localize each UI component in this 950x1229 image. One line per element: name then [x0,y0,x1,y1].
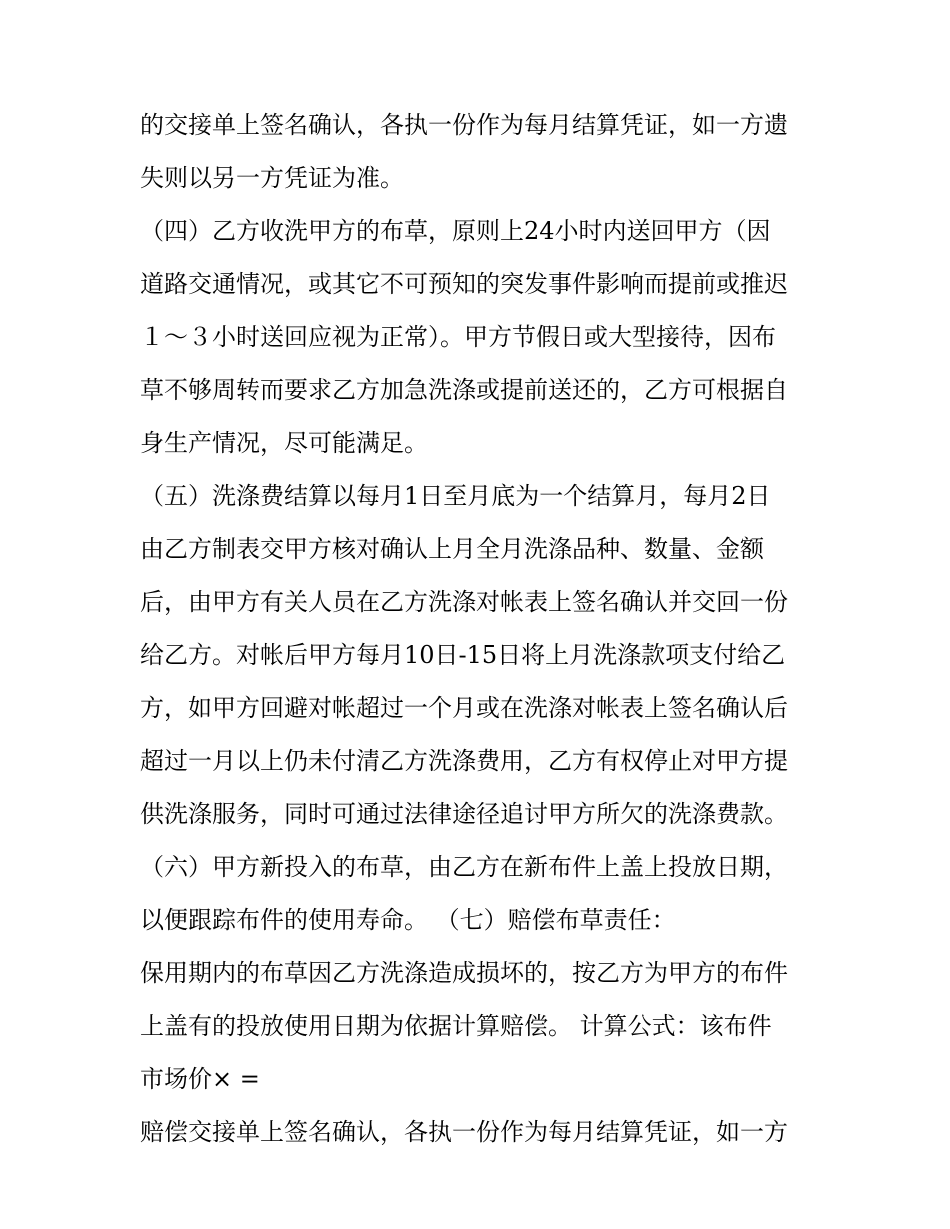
text-line: １～３小时送回应视为正常）。甲方节假日或大型接待，因布 [140,323,776,351]
text-line: 给乙方。对帐后甲方每月10日-15日将上月洗涤款项支付给乙 [140,641,786,669]
text-line: （六）甲方新投入的布草，由乙方在新布件上盖上投放日期， [140,853,788,881]
text-line: 赔偿交接单上签名确认，各执一份作为每月结算凭证，如一方 [140,1118,788,1146]
text-line: 方，如甲方回避对帐超过一个月或在洗涤对帐表上签名确认后 [140,694,788,722]
text-line: 失则以另一方凭证为准。 [140,164,404,192]
text-line: 身生产情况，尽可能满足。 [140,429,428,457]
text-line: 由乙方制表交甲方核对确认上月全月洗涤品种、数量、金额 [140,535,764,563]
text-line: 超过一月以上仍未付清乙方洗涤费用，乙方有权停止对甲方提 [140,747,788,775]
text-line: （四）乙方收洗甲方的布草，原则上24小时内送回甲方（因 [140,217,771,245]
text-line: 的交接单上签名确认，各执一份作为每月结算凭证，如一方遗 [140,111,788,139]
text-line: 后，由甲方有关人员在乙方洗涤对帐表上签名确认并交回一份 [140,588,788,616]
text-line: 草不够周转而要求乙方加急洗涤或提前送还的，乙方可根据自 [140,376,788,404]
text-line: 市场价× = [140,1065,260,1093]
text-line: 上盖有的投放使用日期为依据计算赔偿。 计算公式：该布件 [140,1012,772,1040]
text-line: 保用期内的布草因乙方洗涤造成损坏的，按乙方为甲方的布件 [140,959,788,987]
text-line: 以便跟踪布件的使用寿命。 （七）赔偿布草责任： [140,906,676,934]
text-line: （五）洗涤费结算以每月1日至月底为一个结算月，每月2日 [140,482,771,510]
text-line: 道路交通情况，或其它不可预知的突发事件影响而提前或推迟 [140,270,788,298]
text-line: 供洗涤服务，同时可通过法律途径追讨甲方所欠的洗涤费款。 [140,800,788,828]
